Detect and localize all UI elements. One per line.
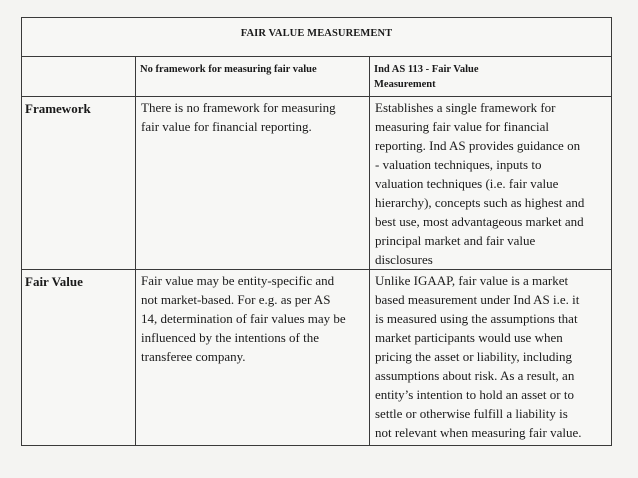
title-row	[22, 18, 612, 57]
fair-value-comparison-table	[21, 17, 612, 446]
table-row-framework	[22, 97, 612, 270]
header-blank-cell	[22, 57, 136, 97]
fair-value-no-framework-text: Fair value may be entity-specific and not market-based. For e.g. as per AS 14, determination of fair values may be influenced by the intentions of the transferee company.	[136, 270, 370, 446]
table-row-fair-value	[22, 270, 612, 446]
row-label-framework: Framework	[22, 97, 136, 270]
header-no-framework: No framework for measuring fair value	[136, 57, 370, 97]
header-ind-as-113: Ind AS 113 - Fair Value Measurement	[370, 57, 612, 97]
framework-no-framework-text: There is no framework for measuring fair value for financial reporting.	[136, 97, 370, 270]
table-title: FAIR VALUE MEASUREMENT	[22, 18, 612, 57]
row-label-fair-value: Fair Value	[22, 270, 136, 446]
framework-ind-as-text: Establishes a single framework for measuring fair value for financial reporting. Ind AS provides guidance on - valuation techniques, inputs to valuation techniques (i.e. fair value hierarchy), concepts such as highest and best use, most advantageous market and principal market and fair value disclosures	[370, 97, 612, 270]
header-row	[22, 57, 612, 97]
fair-value-ind-as-text: Unlike IGAAP, fair value is a market based measurement under Ind AS i.e. it is measured using the assumptions that market participants would use when pricing the asset or liability, including assumptions about risk. As a result, an entity’s intention to hold an asset or to settle or otherwise fulfill a liability is not relevant when measuring fair value.	[370, 270, 612, 446]
